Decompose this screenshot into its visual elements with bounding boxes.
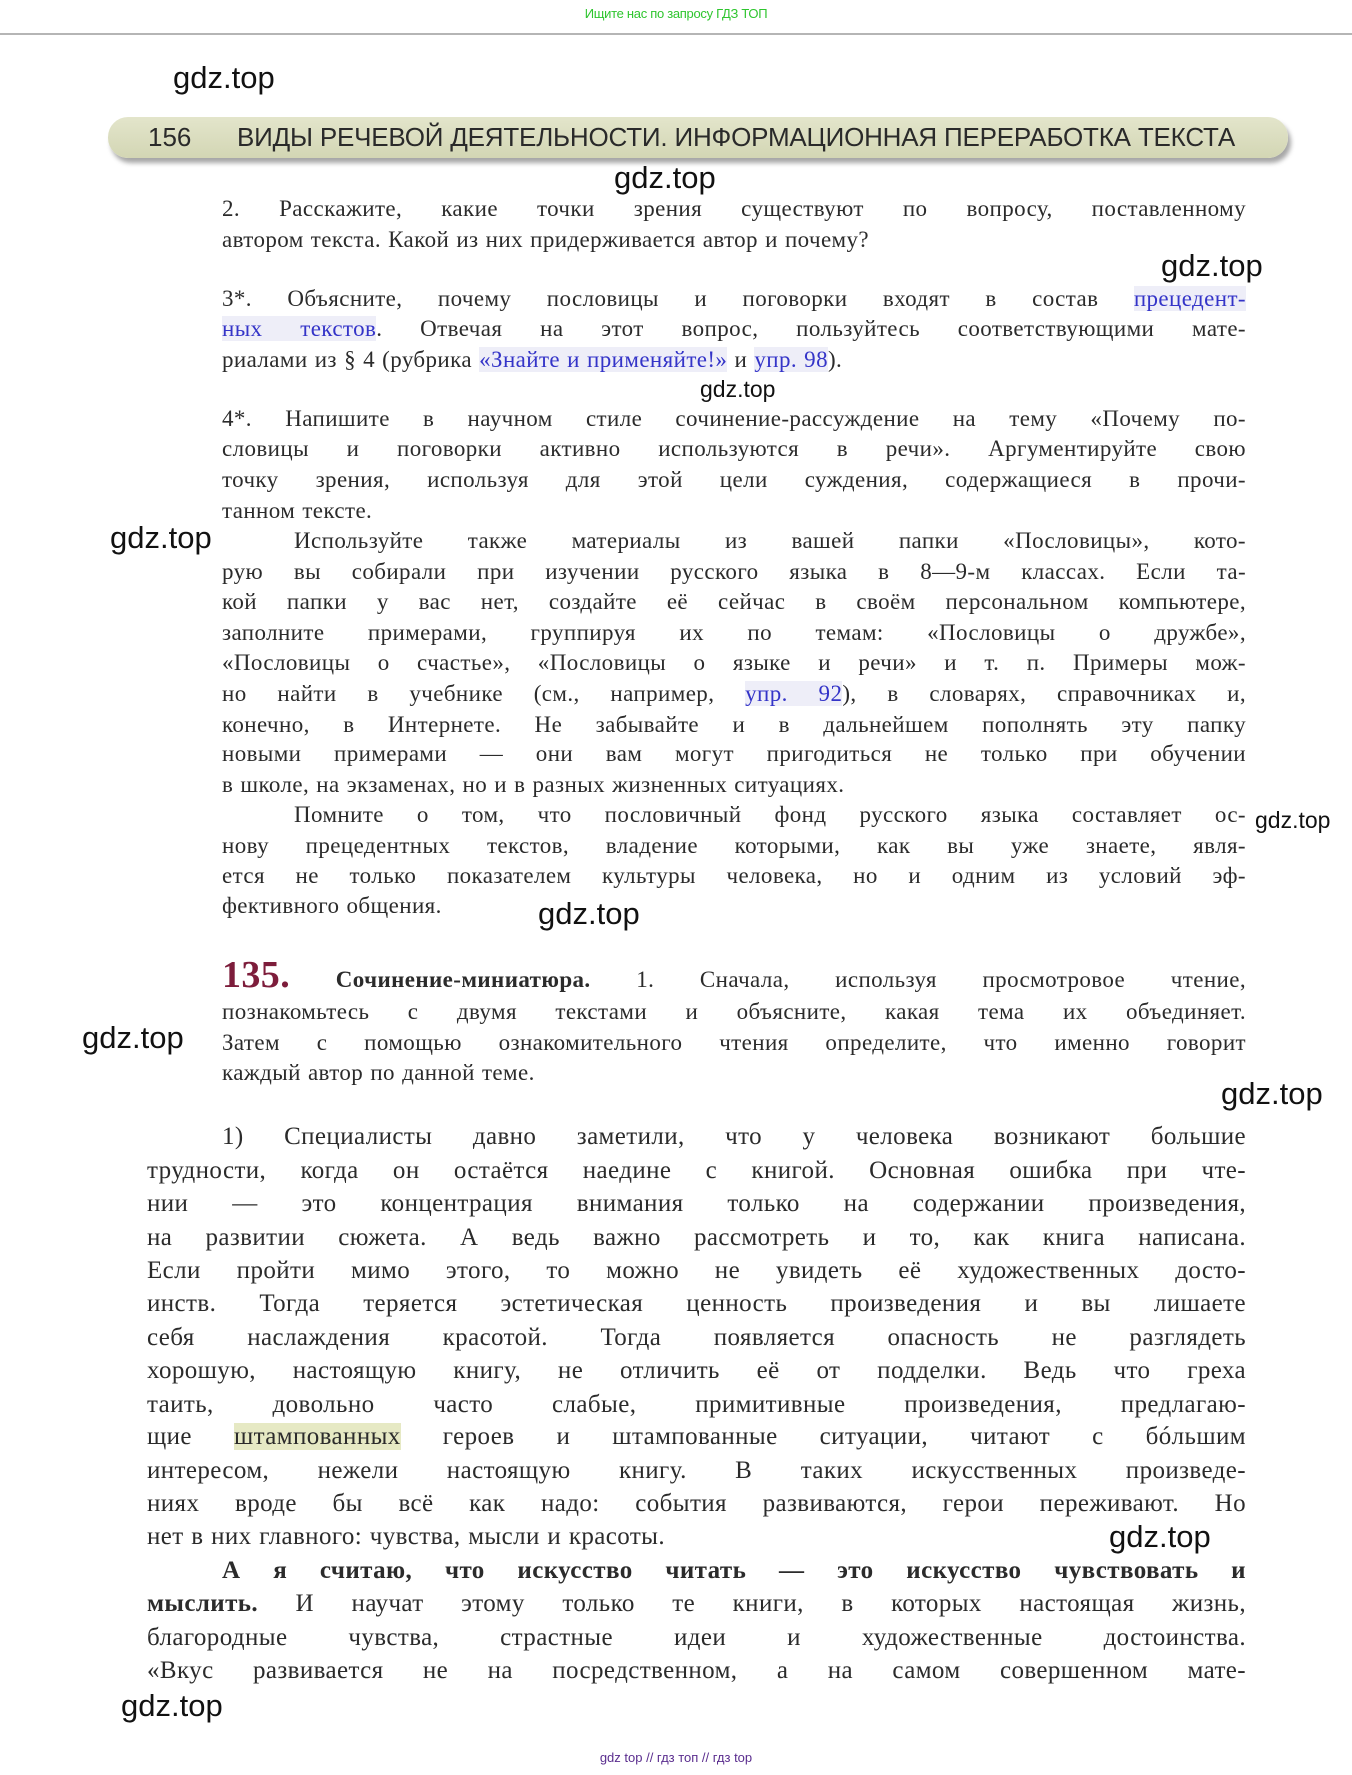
text-segment: щие [147, 1423, 234, 1451]
text-segment: . Отвечая на этот вопрос, пользуйтесь соответствующими мате- [376, 316, 1246, 342]
text-segment: риалами из § 4 (рубрика [222, 347, 480, 373]
text-segment: таить, довольно часто слабые, примитивные произведения, предлагаю- [147, 1390, 1246, 1418]
text-line [222, 891, 1246, 921]
text-segment: себя наслаждения красотой. Тогда появляется опасность не разглядеть [147, 1323, 1246, 1351]
text-segment: фективного общения. [222, 892, 442, 918]
search-banner[interactable]: Ищите нас по запросу ГДЗ ТОП [584, 6, 768, 21]
text-segment: конечно, в Интернете. Не забывайте и в дальнейшем пополнять эту папку [222, 711, 1246, 737]
text-segment: нет в них главного: чувства, мысли и красоты. [147, 1523, 666, 1550]
text-line [147, 1588, 1246, 1621]
cross-reference-link[interactable]: упр. 98 [754, 347, 828, 373]
text-segment: но найти в учебнике (см., например, [222, 680, 746, 706]
text-line [222, 770, 1246, 800]
watermark: gdz.top [1221, 1076, 1323, 1111]
divider [0, 33, 1352, 35]
text-segment: Помните о том, что пословичный фонд русского языка составляет ос- [294, 802, 1246, 828]
cross-reference-link[interactable]: ных текстов [222, 316, 377, 342]
text-line [147, 1655, 1246, 1688]
text-segment: ниях вроде бы всё как надо: события развиваются, герои переживают. Но [147, 1490, 1246, 1518]
text-segment: ется не только показателем культуры человека, но и одним из условий эф- [222, 863, 1246, 889]
page-header-bar [108, 117, 1288, 158]
watermark: gdz.top [700, 376, 776, 402]
text-line [147, 1389, 1246, 1422]
text-line [222, 465, 1246, 495]
text-segment: интересом, нежели настоящую книгу. В таких искусственных произведе- [147, 1457, 1246, 1485]
cross-reference-link[interactable]: упр. 92 [745, 680, 843, 706]
text-segment: трудности, когда он остаётся наедине с книгой. Основная ошибка при чте- [147, 1157, 1246, 1185]
text-line [222, 345, 1246, 375]
text-line [222, 831, 1246, 861]
text-line [222, 1058, 1246, 1088]
bold-text: А я считаю, что искусство читать — это искусство чувствовать и [222, 1556, 1246, 1584]
text-line [222, 225, 1246, 255]
text-segment: Если пройти мимо этого, то можно не увидеть её художественных досто- [147, 1256, 1246, 1284]
text-line [147, 1322, 1246, 1355]
bold-text: мыслить. [147, 1589, 259, 1617]
text-segment: 1) Специалисты давно заметили, что у человека возникают большие [222, 1123, 1246, 1151]
text-segment: «Вкус развивается не на посредственном, а на самом совершенном мате- [147, 1656, 1246, 1684]
text-line [222, 953, 1246, 996]
page-number: 156 [148, 122, 192, 152]
text-line [147, 1355, 1246, 1388]
watermark: gdz.top [82, 1020, 184, 1055]
text-segment: нову прецедентных текстов, владение которыми, как вы уже знаете, явля- [222, 832, 1246, 858]
text-segment: Затем с помощью ознакомительного чтения определите, что именно говорит [222, 1029, 1246, 1055]
watermark: gdz.top [1255, 807, 1331, 833]
text-line [222, 679, 1246, 709]
text-segment: рую вы собирали при изучении русского языка в 8—9-м классах. Если та- [222, 558, 1246, 584]
watermark: gdz.top [1161, 248, 1263, 283]
text-segment: 2. Расскажите, какие точки зрения существуют по вопросу, поставленному [222, 196, 1246, 222]
text-line [222, 1555, 1246, 1588]
text-segment: автором текста. Какой из них придерживается автор и почему? [222, 227, 870, 253]
text-line [147, 1188, 1246, 1221]
watermark: gdz.top [173, 60, 275, 95]
text-segment: героев и штампованные ситуации, читают с бóльшим [400, 1423, 1246, 1451]
text-segment: ), в словарях, справочниках и, [842, 680, 1246, 706]
text-segment: точку зрения, используя для этой цели суждения, содержащиеся в прочи- [222, 467, 1246, 493]
text-line [222, 404, 1246, 434]
text-segment: кой папки у вас нет, создайте её сейчас в своём персональном компьютере, [222, 589, 1246, 615]
text-segment: 1. Сначала, используя просмотровое чтение, [590, 966, 1246, 992]
text-segment: словицы и поговорки активно используются в речи». Аргументируйте свою [222, 436, 1246, 462]
highlighted-word[interactable]: штампованных [234, 1423, 401, 1451]
text-line [147, 1521, 1246, 1554]
text-segment: каждый автор по данной теме. [222, 1060, 535, 1086]
text-segment [290, 967, 336, 992]
cross-reference-link[interactable]: «Знайте и применяйте!» [479, 347, 728, 373]
text-segment: ). [827, 347, 843, 373]
bold-text: Сочинение-миниатюра. [335, 966, 591, 992]
text-line [222, 314, 1246, 344]
watermark: gdz.top [1109, 1519, 1211, 1554]
text-line [294, 800, 1246, 830]
text-segment: «Пословицы о счастье», «Пословицы о языке и речи» и т. п. Примеры мож- [222, 650, 1246, 676]
text-segment: в школе, на экзаменах, но и в разных жизненных ситуациях. [222, 771, 845, 797]
text-segment: хорошую, настоящую книгу, не отличить её от подделки. Ведь что греха [147, 1356, 1246, 1384]
text-segment: познакомьтесь с двумя текстами и объясните, какая тема их объединяет. [222, 999, 1246, 1025]
text-segment: инств. Тогда теряется эстетическая ценность произведения и вы лишаете [147, 1289, 1246, 1317]
text-line [222, 434, 1246, 464]
text-line [147, 1622, 1246, 1655]
text-line [222, 618, 1246, 648]
text-segment: Используйте также материалы из вашей папки «Пословицы», кото- [294, 528, 1246, 554]
text-line [222, 587, 1246, 617]
text-line [222, 1121, 1246, 1154]
text-segment: 4*. Напишите в научном стиле сочинение-рассуждение на тему «Почему по- [222, 405, 1246, 431]
text-line [222, 496, 1246, 526]
chapter-title: ВИДЫ РЕЧЕВОЙ ДЕЯТЕЛЬНОСТИ. ИНФОРМАЦИОННАЯ ПЕРЕРАБОТКА ТЕКСТА [237, 122, 1235, 152]
text-line [147, 1455, 1246, 1488]
text-line [147, 1421, 1246, 1454]
text-segment: И научат этому только те книги, в которых настоящая жизнь, [258, 1589, 1246, 1617]
text-line [222, 739, 1246, 769]
watermark: gdz.top [110, 520, 212, 555]
text-line [147, 1255, 1246, 1288]
watermark: gdz.top [121, 1688, 223, 1723]
text-line [222, 648, 1246, 678]
text-line [147, 1155, 1246, 1188]
text-line [222, 557, 1246, 587]
text-line [222, 861, 1246, 891]
text-segment: заполните примерами, группируя их по темам: «Пословицы о дружбе», [222, 619, 1246, 645]
text-line [222, 997, 1246, 1027]
text-line [222, 284, 1246, 314]
text-line [222, 1028, 1246, 1058]
text-segment: на развитии сюжета. А ведь важно рассмотреть и то, как книга написана. [147, 1224, 1246, 1252]
text-line [222, 194, 1246, 224]
watermark: gdz.top [614, 160, 716, 195]
exercise-number: 135. [222, 953, 291, 996]
text-line [147, 1222, 1246, 1255]
text-line [147, 1288, 1246, 1321]
footer-links[interactable]: gdz top // гдз топ // гдз top [599, 1750, 753, 1765]
text-line [147, 1488, 1246, 1521]
text-segment: 3*. Объясните, почему пословицы и поговорки входят в состав [222, 285, 1134, 311]
text-segment: танном тексте. [222, 497, 373, 523]
watermark: gdz.top [538, 896, 640, 931]
text-segment: и [727, 347, 755, 373]
cross-reference-link[interactable]: прецедент- [1133, 285, 1246, 311]
text-segment: нии — это концентрация внимания только на содержании произведения, [147, 1190, 1246, 1218]
text-line [222, 710, 1246, 740]
text-segment: новыми примерами — они вам могут пригодиться не только при обучении [222, 740, 1246, 766]
text-line [294, 526, 1246, 556]
text-segment: благородные чувства, страстные идеи и художественные достоинства. [147, 1623, 1246, 1651]
